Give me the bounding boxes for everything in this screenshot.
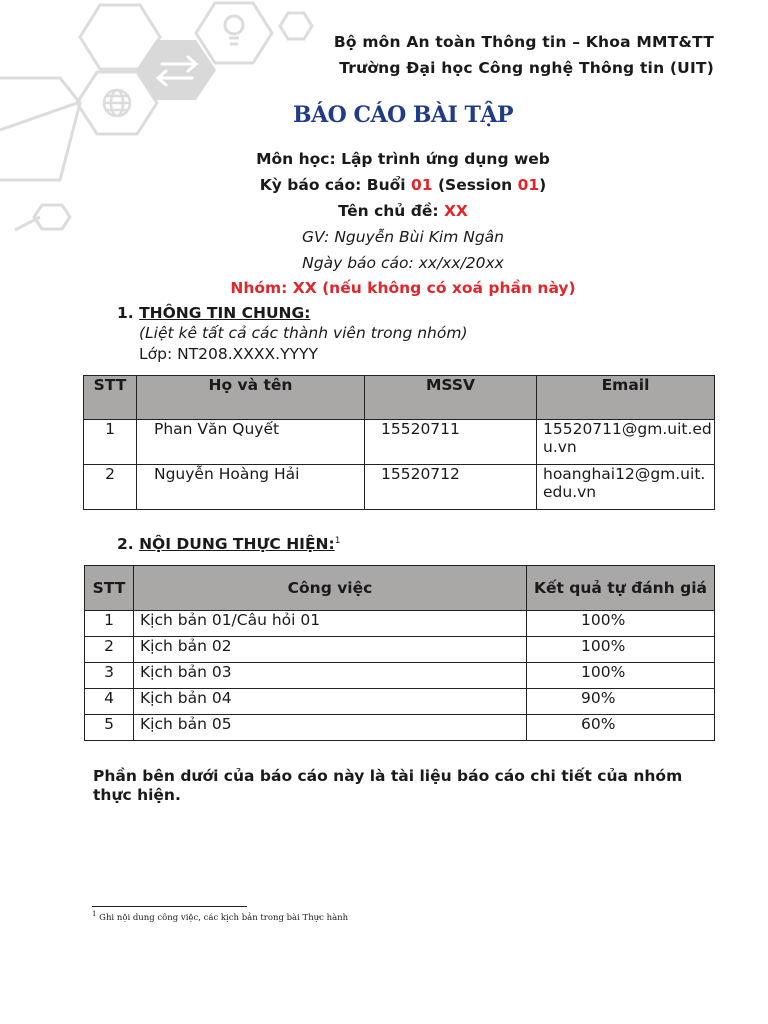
class-line: Lớp: NT208.XXXX.YYYY xyxy=(139,345,318,363)
table-row xyxy=(85,689,715,715)
member-mssv: 15520712 xyxy=(365,465,537,510)
section-work-content-heading xyxy=(117,535,340,553)
period-number: 01 xyxy=(410,176,433,194)
member-name: Phan Văn Quyết xyxy=(137,420,365,465)
members-note: (Liệt kê tất cả các thành viên trong nhóm) xyxy=(139,324,468,342)
tasks-table xyxy=(84,565,715,741)
department-line: Bộ môn An toàn Thông tin – Khoa MMT&TT xyxy=(333,33,714,51)
footnote-reference[interactable]: 1 xyxy=(334,535,341,546)
task-stt: 2 xyxy=(85,637,134,663)
table-row xyxy=(85,637,715,663)
task-work: Kịch bản 03 xyxy=(134,663,527,689)
footnote-number: 1 xyxy=(92,910,97,918)
course-line xyxy=(0,150,768,168)
table-row xyxy=(84,420,715,465)
period-label: Kỳ báo cáo: Buổi xyxy=(259,176,411,194)
member-email: 15520711@gm.uit.edu.vn xyxy=(537,420,715,465)
task-work: Kịch bản 05 xyxy=(134,715,527,741)
table-header-row xyxy=(84,376,715,420)
member-stt: 2 xyxy=(84,465,137,510)
teacher-line: GV: Nguyễn Bùi Kim Ngân xyxy=(301,228,504,246)
topic-label: Tên chủ đề: xyxy=(338,202,444,220)
task-work: Kịch bản 04 xyxy=(134,689,527,715)
section-number: 1. xyxy=(117,304,140,322)
closing-paragraph: Phần bên dưới của báo cáo này là tài liệu báo cáo chi tiết của nhóm thực hiện. xyxy=(93,767,683,804)
table-row xyxy=(85,715,715,741)
table-row xyxy=(84,465,715,510)
task-result: 90% xyxy=(527,689,715,715)
task-result: 100% xyxy=(527,663,715,689)
university-line: Trường Đại học Công nghệ Thông tin (UIT) xyxy=(339,59,714,77)
header-name: Họ và tên xyxy=(137,376,365,420)
header-email: Email xyxy=(537,376,715,420)
footnote-divider xyxy=(92,906,247,907)
period-line xyxy=(0,176,768,194)
header-stt: STT xyxy=(84,376,137,420)
members-table xyxy=(83,375,715,510)
task-stt: 4 xyxy=(85,689,134,715)
table-header-row xyxy=(85,566,715,611)
course-value: Lập trình ứng dụng web xyxy=(341,150,550,168)
topic-line xyxy=(0,202,768,220)
header-stt: STT xyxy=(85,566,134,611)
table-row xyxy=(85,611,715,637)
section-title: THÔNG TIN CHUNG: xyxy=(139,304,311,322)
header-work: Công việc xyxy=(134,566,527,611)
table-row xyxy=(85,663,715,689)
header-result: Kết quả tự đánh giá xyxy=(527,566,715,611)
header-mssv: MSSV xyxy=(365,376,537,420)
period-close: ) xyxy=(539,176,547,194)
member-mssv: 15520711 xyxy=(365,420,537,465)
task-result: 100% xyxy=(527,611,715,637)
group-line: Nhóm: XX (nếu không có xoá phần này) xyxy=(230,279,576,297)
member-name: Nguyễn Hoàng Hải xyxy=(137,465,365,510)
task-stt: 3 xyxy=(85,663,134,689)
task-work: Kịch bản 02 xyxy=(134,637,527,663)
topic-value: XX xyxy=(443,202,468,220)
task-stt: 5 xyxy=(85,715,134,741)
course-label: Môn học: xyxy=(256,150,342,168)
member-stt: 1 xyxy=(84,420,137,465)
footnote xyxy=(92,910,348,923)
period-session-label: (Session xyxy=(432,176,518,194)
task-result: 60% xyxy=(527,715,715,741)
task-work: Kịch bản 01/Câu hỏi 01 xyxy=(134,611,527,637)
report-title: BÁO CÁO BÀI TẬP xyxy=(293,102,513,128)
report-date-line: Ngày báo cáo: xx/xx/20xx xyxy=(302,254,504,272)
task-result: 100% xyxy=(527,637,715,663)
footnote-text: Ghi nội dung công việc, các kịch bản trong bài Thực hành xyxy=(96,912,349,923)
task-stt: 1 xyxy=(85,611,134,637)
section-number: 2. xyxy=(117,535,140,553)
section-general-info-heading xyxy=(117,304,310,322)
member-email: hoanghai12@gm.uit.edu.vn xyxy=(537,465,715,510)
period-session-number: 01 xyxy=(517,176,540,194)
section-title: NỘI DUNG THỰC HIỆN: xyxy=(139,535,335,553)
